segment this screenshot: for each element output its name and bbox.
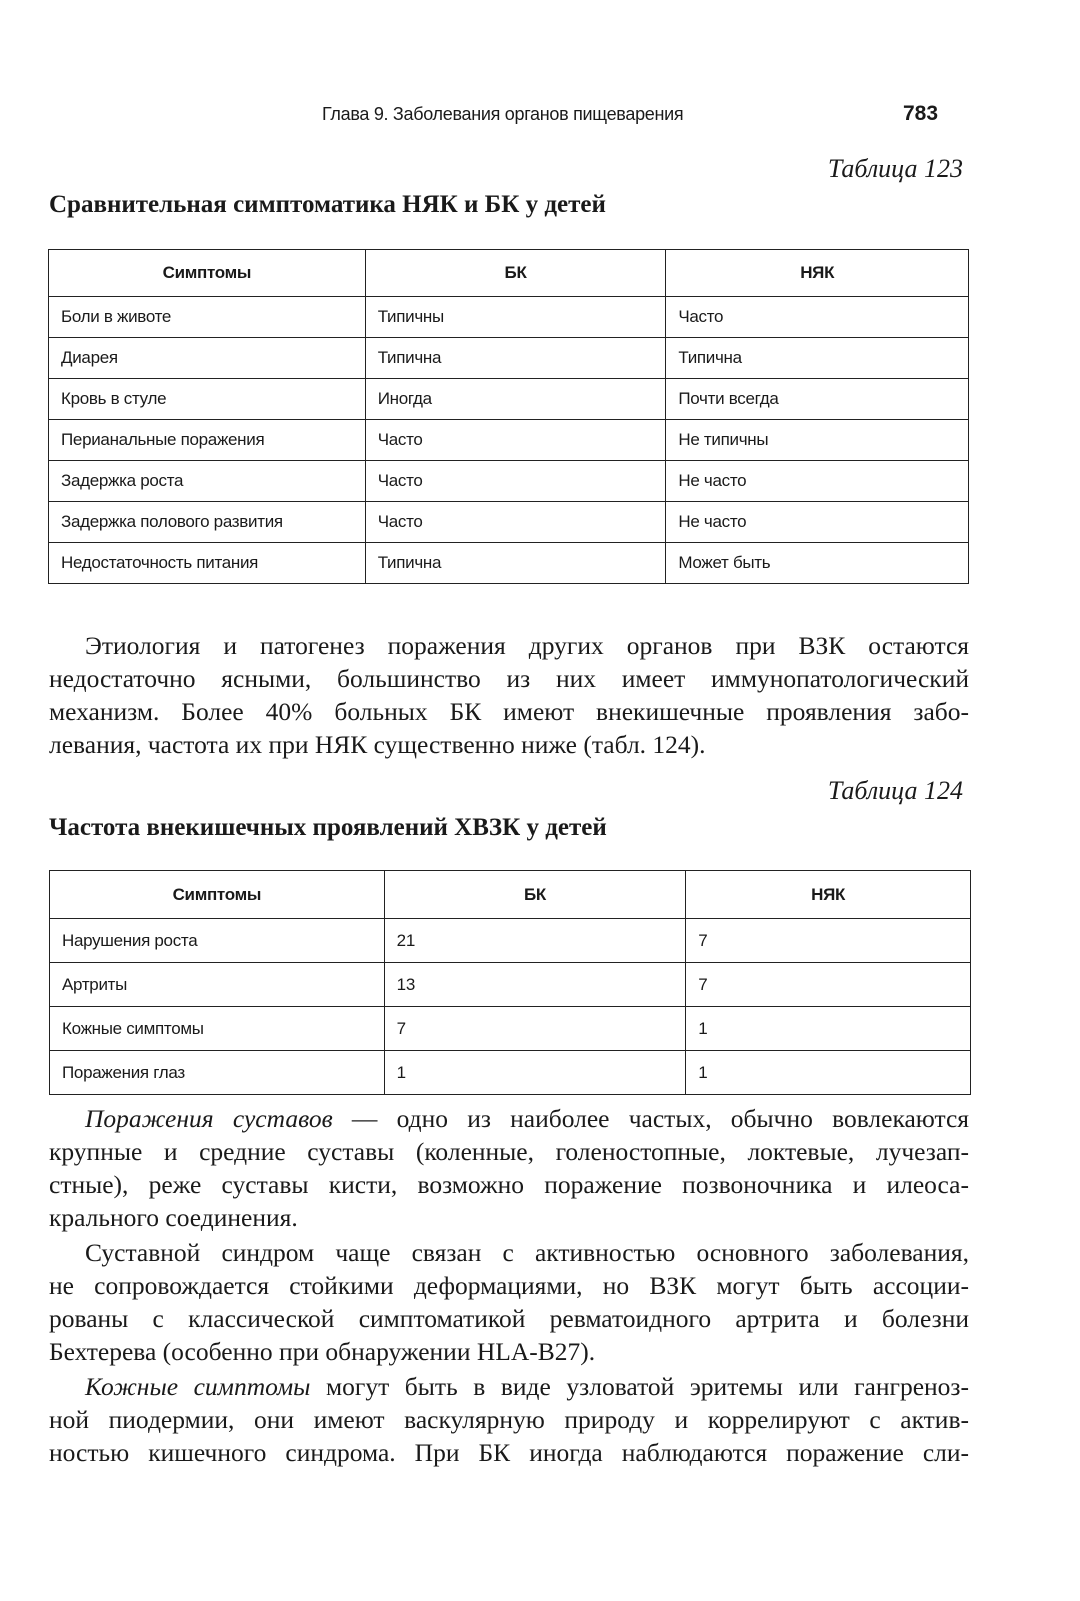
text-line: крупные и средние суставы (коленные, голеностопные, локтевые, лучезап- — [49, 1137, 969, 1166]
column-header: Симптомы — [50, 871, 385, 919]
table-cell: Задержка полового развития — [49, 502, 366, 543]
table-123-label: Таблица 123 — [827, 154, 963, 183]
table-cell: Перианальные поражения — [49, 420, 366, 461]
page-number: 783 — [903, 102, 939, 125]
table-row — [50, 919, 971, 963]
text-line: рованы с классической симптоматикой ревматоидного артрита и болезни — [49, 1304, 969, 1333]
table-cell: 1 — [686, 1051, 971, 1095]
table-header-row — [50, 871, 971, 919]
table-cell: Боли в животе — [49, 297, 366, 338]
text-line: Бехтерева (особенно при обнаружении HLA-B27). — [49, 1337, 596, 1366]
table-row — [50, 1007, 971, 1051]
table-124 — [49, 870, 971, 1095]
text-line: левания, частота их при НЯК существенно ниже (табл. 124). — [49, 730, 706, 759]
table-cell: Иногда — [365, 379, 666, 420]
table-cell: Часто — [666, 297, 969, 338]
table-cell: Типичны — [365, 297, 666, 338]
table-cell: 1 — [686, 1007, 971, 1051]
table-cell: Типична — [666, 338, 969, 379]
table-row — [49, 338, 969, 379]
table-123 — [48, 249, 969, 584]
column-header: НЯК — [666, 250, 969, 297]
table-row — [49, 543, 969, 584]
column-header: НЯК — [686, 871, 971, 919]
table-cell: Задержка роста — [49, 461, 366, 502]
table-cell: Артриты — [50, 963, 385, 1007]
table-cell: 13 — [384, 963, 686, 1007]
column-header: Симптомы — [49, 250, 366, 297]
table-cell: 7 — [686, 963, 971, 1007]
table-cell: Часто — [365, 502, 666, 543]
table-cell: Типична — [365, 338, 666, 379]
text-line: стные), реже суставы кисти, возможно поражение позвоночника и илеоса- — [49, 1170, 969, 1199]
text-line: Суставной синдром чаще связан с активностью основного заболевания, — [85, 1238, 969, 1267]
italic-term: Кожные симптомы — [85, 1372, 311, 1401]
italic-term: Поражения суставов — [85, 1104, 333, 1133]
text-line: ной пиодермии, они имеют васкулярную природу и коррелируют с актив- — [49, 1405, 969, 1434]
table-cell: 7 — [384, 1007, 686, 1051]
table-cell: Не часто — [666, 461, 969, 502]
table-cell: Не типичны — [666, 420, 969, 461]
table-row — [50, 1051, 971, 1095]
text-line: механизм. Более 40% больных БК имеют внекишечные проявления забо- — [49, 697, 969, 726]
table-cell: Диарея — [49, 338, 366, 379]
text-line: ностью кишечного синдрома. При БК иногда наблюдаются поражение сли- — [49, 1438, 969, 1467]
chapter-title: Глава 9. Заболевания органов пищеварения — [322, 104, 684, 124]
table-row — [49, 297, 969, 338]
table-cell: Почти всегда — [666, 379, 969, 420]
text-fragment: — одно из наиболее частых, обычно вовлекаются — [332, 1104, 969, 1133]
text-line — [49, 1102, 969, 1135]
table-row — [49, 461, 969, 502]
text-line: недостаточно ясными, большинство из них имеет иммунопатологический — [49, 664, 969, 693]
table-cell: 7 — [686, 919, 971, 963]
table-row — [49, 379, 969, 420]
table-cell: Часто — [365, 420, 666, 461]
table-cell: Кожные симптомы — [50, 1007, 385, 1051]
table-cell: Поражения глаз — [50, 1051, 385, 1095]
table-123-title: Сравнительная симптоматика НЯК и БК у детей — [49, 191, 606, 218]
text-line: Этиология и патогенез поражения других органов при ВЗК остаются — [85, 631, 969, 660]
body-paragraph-articular-syndrome — [49, 1236, 969, 1368]
table-cell: Типична — [365, 543, 666, 584]
column-header: БК — [384, 871, 686, 919]
text-line: крального соединения. — [49, 1203, 298, 1232]
table-cell: Нарушения роста — [50, 919, 385, 963]
table-row — [49, 420, 969, 461]
table-cell: Часто — [365, 461, 666, 502]
table-cell: Кровь в стуле — [49, 379, 366, 420]
table-cell: 21 — [384, 919, 686, 963]
table-cell: 1 — [384, 1051, 686, 1095]
running-head — [0, 104, 1080, 134]
table-cell: Может быть — [666, 543, 969, 584]
table-cell: Недостаточность питания — [49, 543, 366, 584]
text-line — [49, 1370, 969, 1403]
text-fragment: могут быть в виде узловатой эритемы или гангреноз- — [310, 1372, 969, 1401]
body-paragraph-etiology — [49, 629, 969, 761]
table-124-title: Частота внекишечных проявлений ХВЗК у детей — [49, 814, 607, 841]
body-paragraph-skin — [49, 1370, 969, 1469]
table-row — [50, 963, 971, 1007]
text-line: не сопровождается стойкими деформациями, но ВЗК могут быть ассоции- — [49, 1271, 969, 1300]
table-cell: Не часто — [666, 502, 969, 543]
column-header: БК — [365, 250, 666, 297]
table-row — [49, 502, 969, 543]
table-124-label: Таблица 124 — [827, 776, 963, 805]
body-paragraph-joints — [49, 1102, 969, 1234]
table-header-row — [49, 250, 969, 297]
